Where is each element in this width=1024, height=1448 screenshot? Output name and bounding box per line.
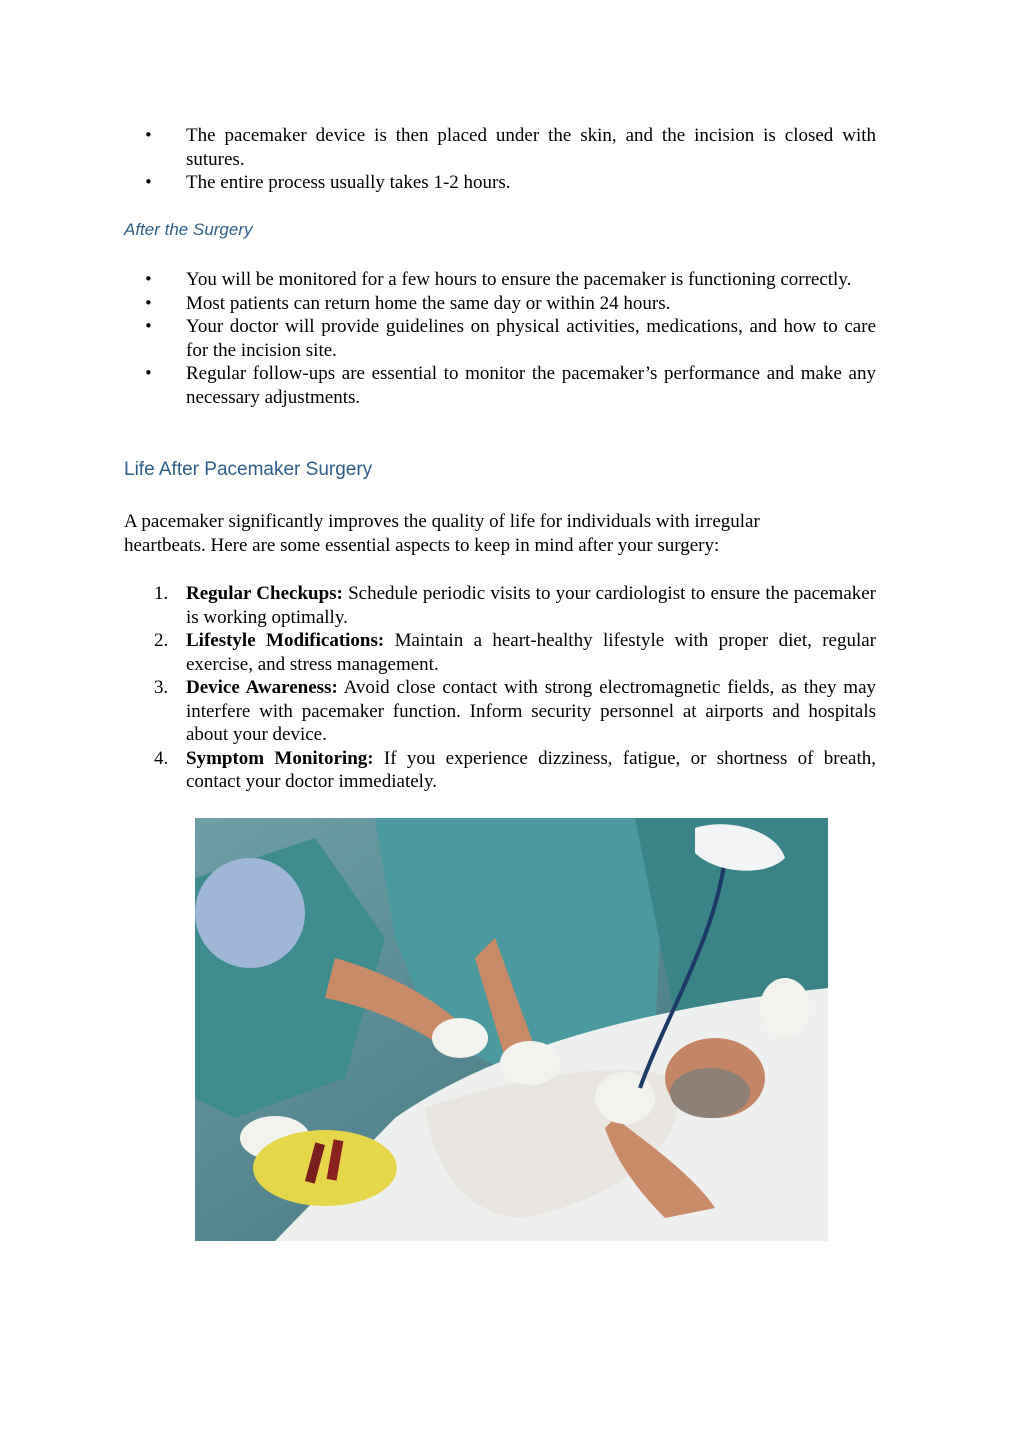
medical-team-photo (195, 818, 828, 1241)
item-title: Symptom Monitoring: (186, 747, 374, 769)
item-title: Lifestyle Modifications: (186, 630, 385, 651)
item-title: Regular Checkups: (186, 583, 343, 604)
list-item (124, 582, 876, 629)
list-item (124, 676, 876, 747)
list-item (124, 629, 876, 676)
section-heading-life-after: Life After Pacemaker Surgery (124, 459, 373, 480)
item-number: 2. (154, 630, 169, 651)
list-item: • Your doctor will provide guidelines on physical activities, medications, and how to care for the incision site. (124, 315, 876, 362)
item-title: Device Awareness: (186, 677, 338, 698)
list-item (124, 747, 876, 794)
list-item: • Regular follow-ups are essential to monitor the pacemaker’s performance and make any necessary adjustments. (124, 362, 876, 409)
surgical-cap (195, 858, 305, 968)
list-item: • The pacemaker device is then placed under the skin, and the incision is closed with sutures. (124, 124, 876, 171)
list-item: • You will be monitored for a few hours to ensure the pacemaker is functioning correctly. (124, 268, 876, 292)
list-item: • Most patients can return home the same day or within 24 hours. (124, 292, 876, 316)
item-text: Maintain a heart-healthy lifestyle with proper diet, regular exercise, and stress management. (186, 630, 877, 675)
glove (760, 978, 810, 1038)
section-heading-after-surgery: After the Surgery (124, 220, 253, 239)
glove (500, 1041, 560, 1085)
item-text: If you experience dizziness, fatigue, or shortness of breath, contact your doctor immediately. (186, 747, 877, 792)
glove (432, 1018, 488, 1058)
yellow-tray (253, 1130, 397, 1206)
photo-illustration (195, 818, 828, 1241)
list-item: • The entire process usually takes 1-2 hours. (124, 171, 876, 195)
after-surgery-bullet-list (124, 268, 876, 409)
glove (595, 1072, 655, 1124)
life-after-numbered-list (124, 582, 876, 794)
intro-bullet-list (124, 124, 876, 195)
item-number: 4. (154, 747, 169, 769)
life-after-intro-paragraph: A pacemaker significantly improves the quality of life for individuals with irregular heartbeats. Here are some essential aspects to keep in mind after your surgery: (124, 511, 760, 556)
item-number: 1. (154, 583, 169, 604)
item-number: 3. (154, 677, 169, 698)
item-text: Schedule periodic visits to your cardiologist to ensure the pacemaker is working optimally. (186, 583, 877, 628)
item-text: Avoid close contact with strong electromagnetic fields, as they may interfere with pacemaker function. Inform security personnel at airports and hospitals about your device. (186, 677, 877, 745)
patient-beard (670, 1068, 750, 1118)
